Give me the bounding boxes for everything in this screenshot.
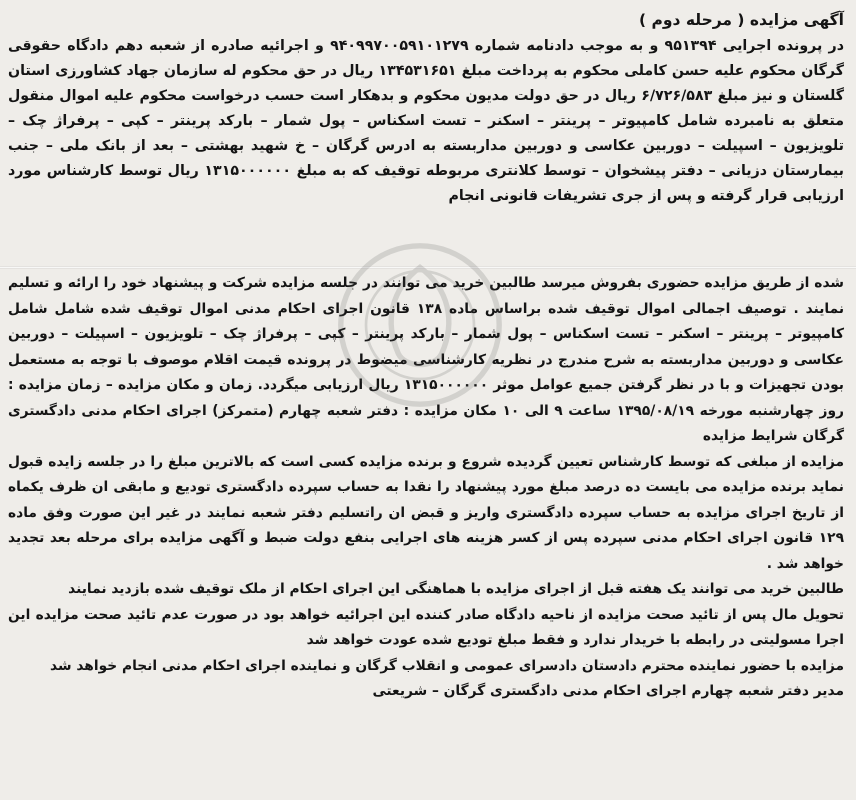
notice-bottom-section — [0, 268, 856, 800]
notice-top-text — [0, 0, 856, 209]
notice-signature: مدیر دفتر شعبه چهارم اجرای احکام مدنی دادگستری گرگان – شریعتی — [372, 683, 844, 699]
notice-heading: آگهی مزایده ( مرحله دوم ) — [639, 11, 844, 29]
notice-top-section — [0, 0, 856, 268]
notice-paragraph-4: طالبین خرید می توانند یک هفته قبل از اجرای مزایده با هماهنگی این اجرای احکام از ملک توقیف شده بازدید نمایند — [68, 581, 844, 597]
notice-paragraph-6: مزایده با حضور نماینده محترم دادستان دادسرای عمومی و انقلاب گرگان و نماینده اجرای احکام مدنی انجام خواهد شد — [49, 657, 844, 674]
notice-paragraph-2: شده از طریق مزایده حضوری بفروش میرسد طالبین خرید می توانند در جلسه مزایده شرکت و پیشنهاد خود را ارائه و تسلیم نمایند . توصیف اجمالی اموال توقیف شده براساس ماده ۱۳۸ قانون اجرای احکام مدنی اموال توقیف شده شامل شامل کامپیوتر – پرینتر – اسکنر – تست اسکناس – پول شمار – بارکد پرینتر – کپی – پرفراژ چک – تلویزیون – اسپیلت – دوربین عکاسی و دوربین مداربسته به شرح مندرج در نظریه کارشناسی میضوط در پرونده قیمت اقلام موصوف با توجه به مستعمل بودن تجهیزات و با در نظر گرفتن جمیع عوامل موثر ۱۳۱۵۰۰۰۰۰۰ ریال ارزیابی میگردد. زمان و مکان مزایده – زمان مزایده : روز چهارشنبه مورخه ۱۳۹۵/۰۸/۱۹ ساعت ۹ الی ۱۰ مکان مزایده : دفتر شعبه چهارم (متمرکز) اجرای احکام مدنی دادگستری گرگان شرایط مزایده — [8, 275, 845, 444]
notice-paragraph-5: تحویل مال پس از تائید صحت مزایده از ناحیه دادگاه صادر کننده این اجرائیه خواهد بود در صورت عدم تائید صحت مزایده این اجرا مسولیتی در رابطه با خریدار ندارد و فقط مبلغ تودیع شده عودت خواهد شد — [8, 606, 844, 648]
notice-paragraph-3: مزایده از مبلغی که توسط کارشناس تعیین گردیده شروع و برنده مزایده کسی است که بالاترین مبلغ را در جلسه زایده قبول نماید برنده مزایده می بایست ده درصد مبلغ مورد پیشنهاد را نقدا به حساب سپرده دادگستری تودیع و مابقی ان ظرف یکماه از تاریخ اجرای مزایده به حساب سپرده دادگستری واریز و قبض ان راتسلیم دفتر شعبه نمایند در غیر این صورت وفق ماده ۱۲۹ قانون اجرای احکام مدنی سپرده پس از کسر هزینه های اجرایی بنفع دولت ضبط و آگهی مزایده برای مرحله بعد تجدید خواهد شد . — [8, 453, 844, 572]
notice-bottom-text — [0, 268, 856, 705]
notice-paragraph-1: در پرونده اجرایی ۹۵۱۳۹۴ و به موجب دادنامه شماره ۹۴۰۹۹۷۰۰۵۹۱۰۱۲۷۹ و اجرائیه صادره از شعبه دهم دادگاه حقوقی گرگان محکوم علیه حسن کاملی محکوم به پرداخت مبلغ ۱۳۴۵۳۱۶۵۱ ریال در حق محکوم له سازمان جهاد کشاورزی استان گلستان و نیز مبلغ ۶/۷۲۶/۵۸۳ ریال در حق دولت مدیون محکوم و بدهکار است حسب درخواست محکوم علیه اموال منقول متعلق به نامبرده شامل کامپیوتر – پرینتر – اسکنر – تست اسکناس – پول شمار – بارکد پرینتر – کپی – پرفراژ چک – تلویزیون – اسپیلت – دوربین عکاسی و دوربین مداربسته به ادرس گرگان – خ شهید بهشتی – بعد از بانک ملی – جنب بیمارستان دزیانی – دفتر پیشخوان – توسط کلانتری مربوطه توقیف که به مبلغ ۱۳۱۵۰۰۰۰۰۰ ریال توسط کارشناس مورد ارزیابی قرار گرفته و پس از جری تشریفات قانونی انجام — [8, 38, 845, 204]
